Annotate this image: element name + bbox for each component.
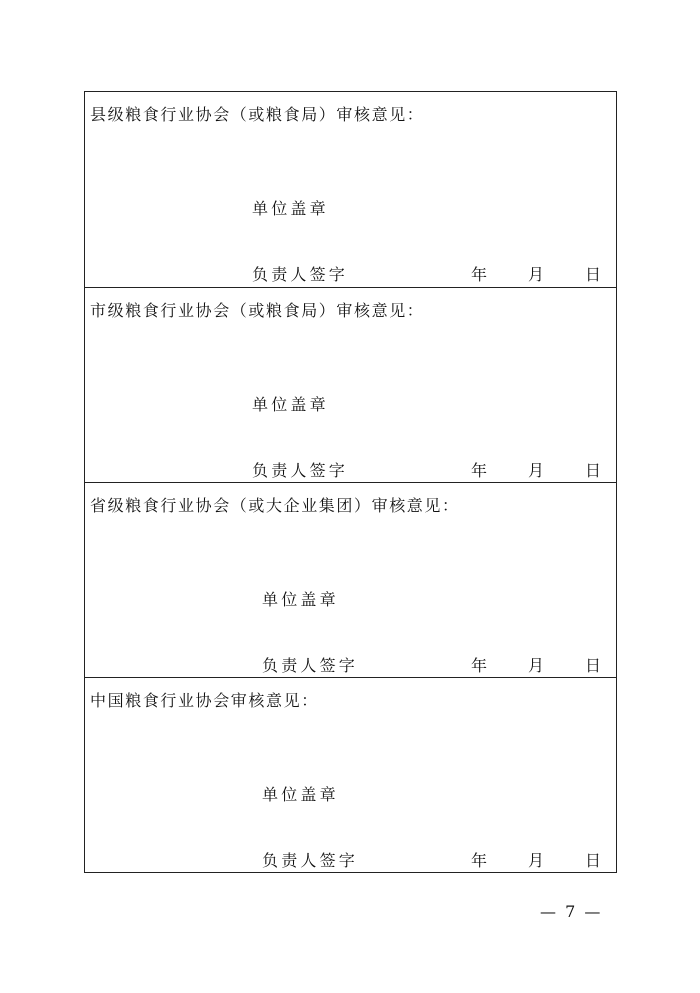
seal-label: 单位盖章 xyxy=(262,590,339,609)
month-label: 月 xyxy=(528,461,545,480)
year-label: 年 xyxy=(471,656,488,675)
seal-label: 单位盖章 xyxy=(262,785,339,804)
day-label: 日 xyxy=(585,851,602,870)
year-label: 年 xyxy=(471,851,488,870)
review-form-table xyxy=(84,91,617,873)
province-review-section xyxy=(85,482,616,677)
city-review-section xyxy=(85,287,616,482)
day-label: 日 xyxy=(585,461,602,480)
seal-label: 单位盖章 xyxy=(252,199,329,218)
month-label: 月 xyxy=(528,656,545,675)
section-heading: 市级粮食行业协会（或粮食局）审核意见： xyxy=(90,301,425,320)
section-heading: 省级粮食行业协会（或大企业集团）审核意见： xyxy=(90,496,460,515)
day-label: 日 xyxy=(585,656,602,675)
day-label: 日 xyxy=(585,265,602,284)
month-label: 月 xyxy=(528,851,545,870)
month-label: 月 xyxy=(528,265,545,284)
signature-label: 负责人签字 xyxy=(262,851,359,870)
signature-label: 负责人签字 xyxy=(252,265,349,284)
page-number: — 7 — xyxy=(540,902,603,921)
year-label: 年 xyxy=(471,265,488,284)
signature-label: 负责人签字 xyxy=(262,656,359,675)
year-label: 年 xyxy=(471,461,488,480)
section-heading: 县级粮食行业协会（或粮食局）审核意见： xyxy=(90,105,425,124)
section-heading: 中国粮食行业协会审核意见： xyxy=(90,691,319,710)
signature-label: 负责人签字 xyxy=(252,461,349,480)
national-review-section xyxy=(85,677,616,872)
seal-label: 单位盖章 xyxy=(252,395,329,414)
county-review-section xyxy=(85,92,616,287)
